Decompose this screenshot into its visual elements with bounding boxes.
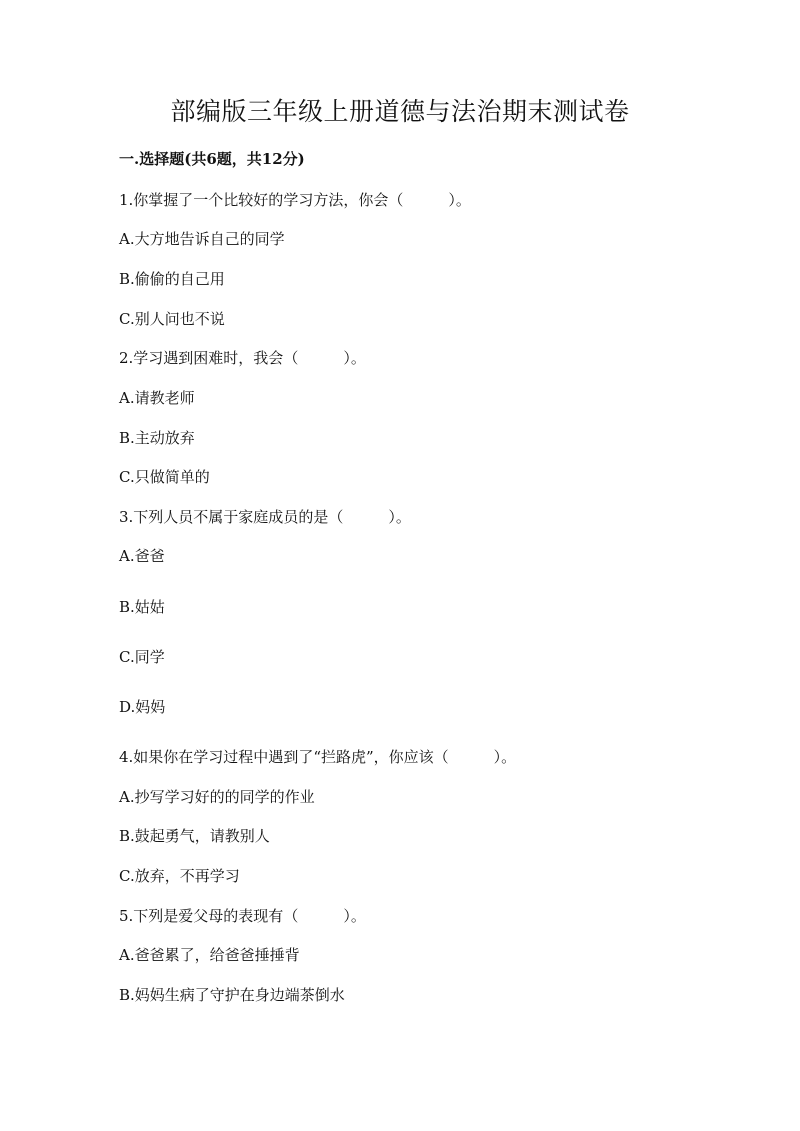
question-5-stem: 5.下列是爱父母的表现有（ ）。 [119,907,366,925]
question-4-option-b: B.鼓起勇气，请教别人 [119,827,270,845]
question-1-option-c: C.别人问也不说 [119,310,225,328]
question-4-option-a: A.抄写学习好的的同学的作业 [119,788,315,806]
question-1-option-b: B.偷偷的自己用 [119,270,225,288]
question-3-option-d: D.妈妈 [119,698,166,716]
question-4-option-c: C.放弃，不再学习 [119,867,240,885]
question-3-option-b: B.姑姑 [119,598,165,616]
question-3-option-c: C.同学 [119,648,165,666]
question-2-stem: 2.学习遇到困难时，我会（ ）。 [119,349,366,367]
question-3-option-a: A.爸爸 [119,547,165,565]
question-1-option-a: A.大方地告诉自己的同学 [119,230,285,248]
question-5-option-b: B.妈妈生病了守护在身边端茶倒水 [119,986,345,1004]
question-2-option-c: C.只做简单的 [119,468,210,486]
page-title: 部编版三年级上册道德与法治期末测试卷 [170,97,630,126]
section-heading: 一.选择题(共6题，共12分) [119,150,305,168]
question-5-option-a: A.爸爸累了，给爸爸捶捶背 [119,946,300,964]
question-3-stem: 3.下列人员不属于家庭成员的是（ ）。 [119,508,411,526]
question-2-option-b: B.主动放弃 [119,429,195,447]
question-4-stem: 4.如果你在学习过程中遇到了“拦路虎”，你应该（ ）。 [119,748,517,766]
question-2-option-a: A.请教老师 [119,389,195,407]
question-1-stem: 1.你掌握了一个比较好的学习方法，你会（ ）。 [119,191,471,209]
